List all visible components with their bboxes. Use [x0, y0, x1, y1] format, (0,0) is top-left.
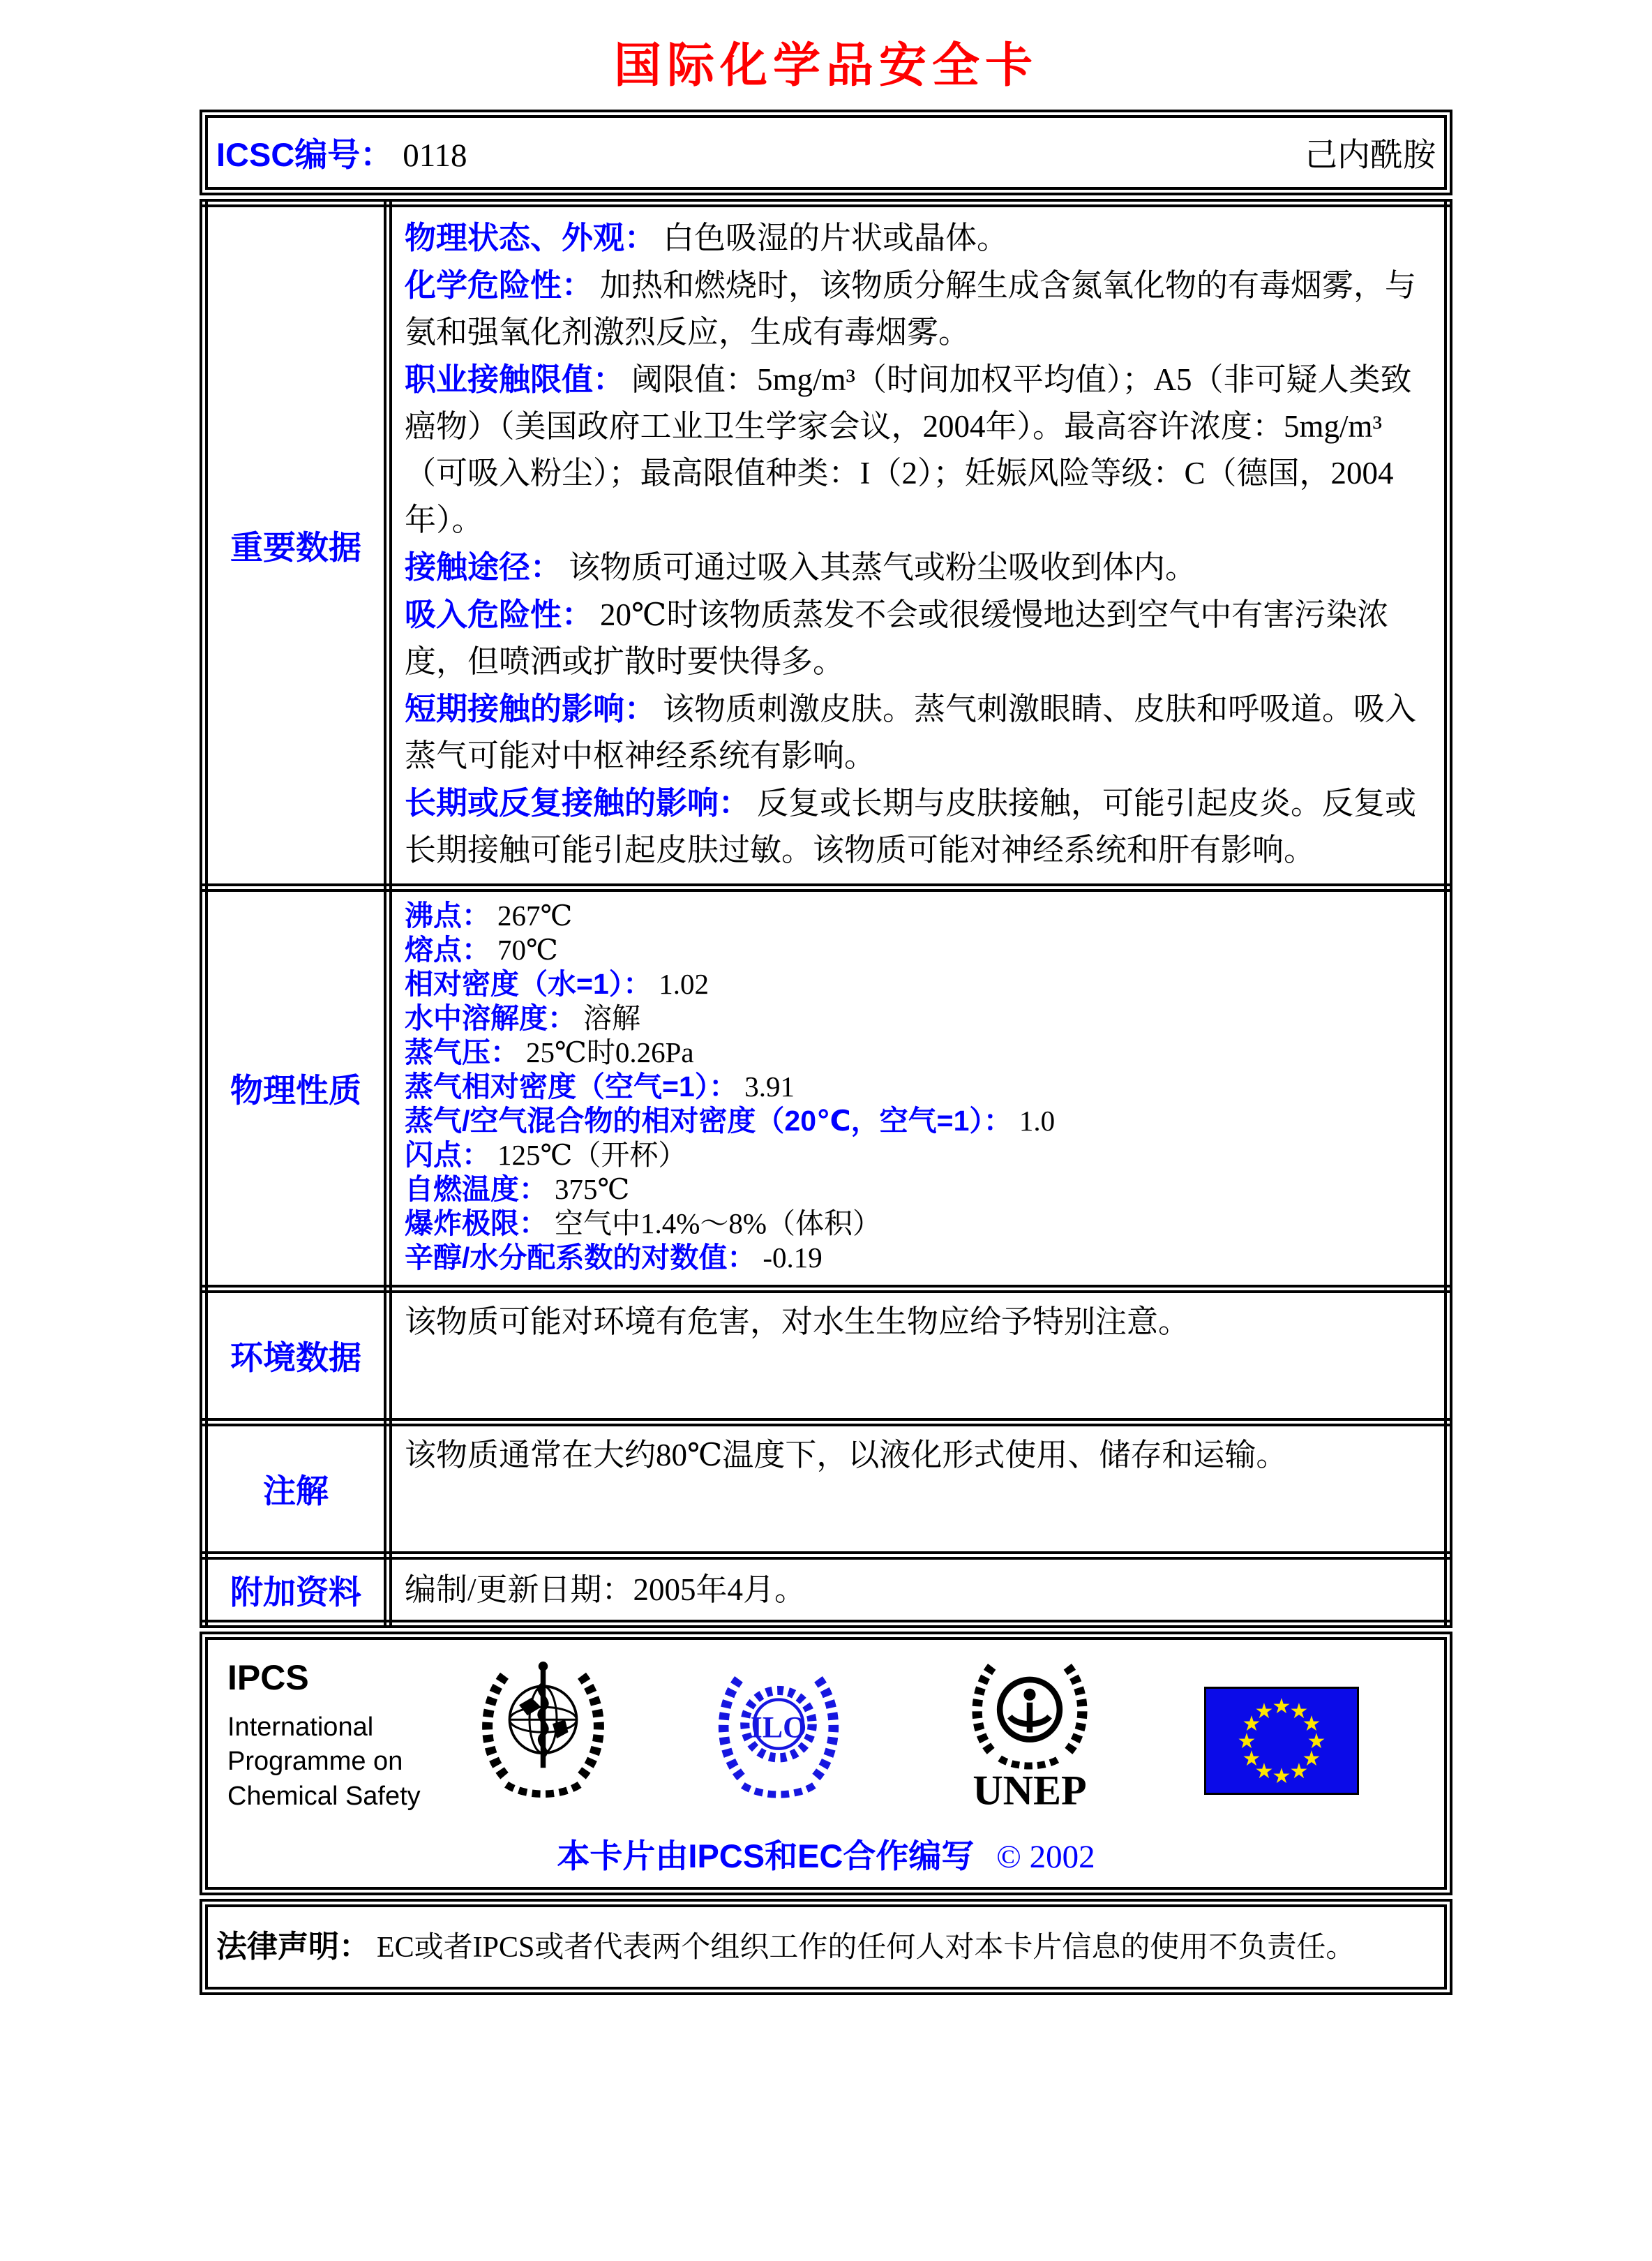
data-item-text: 该物质刺激皮肤。蒸气刺激眼睛、皮肤和呼吸道。吸入蒸气可能对中枢神经系统有影响。	[405, 692, 1417, 773]
environmental-data-text: 该物质可能对环境有危害，对水生生物应给予特别注意。	[405, 1304, 1190, 1339]
logos-row	[227, 1652, 1425, 1816]
legal-notice-label: 法律声明：	[216, 1930, 370, 1964]
legal-notice	[200, 1899, 1452, 1995]
important-data-content	[388, 203, 1448, 888]
data-item-text: 阈限值：5mg/m³（时间加权平均值）；A5（非可疑人类致癌物）（美国政府工业卫生学家会议，2004年）。最高容许浓度：5mg/m³（可吸入粉尘）；最高限值种类：I（2）；妊娠风险等级：C（德国，2004年）。	[405, 362, 1412, 537]
data-item	[405, 779, 1432, 874]
property-value: 3.91	[744, 1070, 795, 1103]
data-item	[405, 685, 1432, 779]
property-value: 1.02	[659, 968, 709, 1000]
data-item-label: 长期或反复接触的影响：	[405, 785, 751, 821]
property-value: 空气中1.4%～8%（体积）	[555, 1207, 882, 1239]
property-label: 蒸气/空气混合物的相对密度（20℃，空气=1）：	[405, 1105, 1012, 1137]
table-row-environmental-data	[204, 1289, 1448, 1422]
svg-text:★: ★	[1272, 1694, 1291, 1719]
notes-text: 该物质通常在大约80℃温度下，以液化形式使用、储存和运输。	[405, 1438, 1288, 1472]
property-value: 70℃	[497, 934, 558, 966]
property-label: 蒸气压：	[405, 1036, 519, 1068]
property-value: -0.19	[763, 1241, 823, 1274]
legal-notice-text: EC或者IPCS或者代表两个组织工作的任何人对本卡片信息的使用不负责任。	[377, 1932, 1356, 1964]
property-item	[405, 967, 1432, 1001]
chemical-name: 己内酰胺	[1305, 137, 1436, 174]
section-label-additional-info: 附加资料	[204, 1555, 388, 1624]
table-row-important-data	[204, 203, 1448, 888]
property-item	[405, 899, 1432, 933]
important-data-list	[405, 214, 1432, 874]
ipcs-line-3: Chemical Safety	[227, 1781, 421, 1811]
icsc-number-group	[216, 129, 467, 176]
page-title: 国际化学品安全卡	[613, 39, 1038, 92]
section-label-notes: 注解	[204, 1422, 388, 1555]
property-item	[405, 1036, 1432, 1070]
ilo-letters: ILO	[750, 1710, 807, 1745]
property-label: 沸点：	[405, 900, 490, 932]
property-label: 自燃温度：	[405, 1173, 548, 1205]
property-label: 水中溶解度：	[405, 1002, 576, 1034]
footer-logos-box	[200, 1632, 1452, 1895]
svg-text:★: ★	[1302, 1747, 1321, 1771]
property-item	[405, 1070, 1432, 1104]
table-row-notes	[204, 1422, 1448, 1555]
property-label: 爆炸极限：	[405, 1207, 548, 1239]
icsc-number-value: 0118	[403, 137, 467, 174]
data-item	[405, 544, 1432, 591]
icsc-number-label: ICSC编号：	[216, 136, 393, 173]
card-header	[200, 110, 1452, 195]
property-item	[405, 1104, 1432, 1138]
data-item-label: 短期接触的影响：	[405, 691, 656, 726]
svg-text:★: ★	[1254, 1699, 1274, 1724]
additional-info-content	[388, 1555, 1448, 1624]
property-value: 375℃	[555, 1173, 630, 1205]
data-item-label: 吸入危险性：	[405, 597, 594, 632]
property-item	[405, 1001, 1432, 1036]
property-item	[405, 1172, 1432, 1207]
property-item	[405, 1138, 1432, 1172]
svg-text:★: ★	[1237, 1729, 1256, 1754]
data-item-text: 20℃时该物质蒸发不会或很缓慢地达到空气中有害污染浓度，但喷洒或扩散时要快得多。	[405, 597, 1389, 679]
property-value: 267℃	[497, 900, 573, 932]
unep-letters: UNEP	[973, 1767, 1087, 1814]
data-item	[405, 262, 1432, 356]
section-label-important-data: 重要数据	[204, 203, 388, 888]
data-item	[405, 591, 1432, 685]
svg-text:★: ★	[1254, 1759, 1274, 1784]
svg-text:★: ★	[1272, 1764, 1291, 1789]
ipcs-line-2: Programme on	[227, 1747, 403, 1777]
svg-text:★: ★	[1302, 1712, 1321, 1736]
icsc-card	[200, 110, 1452, 1995]
unep-logo-icon	[960, 1652, 1099, 1816]
data-item-text: 加热和燃烧时，该物质分解生成含氮氧化物的有毒烟雾，与氨和强氧化剂激烈反应，生成有毒烟雾。	[405, 268, 1417, 350]
property-value: 25℃时0.26Pa	[526, 1036, 694, 1068]
physical-properties-list	[405, 899, 1432, 1275]
property-value: 溶解	[583, 1002, 640, 1034]
svg-text:★: ★	[1242, 1747, 1261, 1771]
ilo-logo-icon	[712, 1658, 845, 1812]
additional-info-text: 编制/更新日期：2005年4月。	[405, 1572, 806, 1607]
svg-text:★: ★	[1307, 1729, 1326, 1754]
section-label-physical-properties: 物理性质	[204, 888, 388, 1289]
notes-content	[388, 1422, 1448, 1555]
property-label: 熔点：	[405, 934, 490, 966]
ipcs-line-1: International	[227, 1712, 374, 1742]
data-item-label: 物理状态、外观：	[405, 220, 656, 255]
who-logo-icon	[475, 1658, 611, 1812]
physical-properties-content	[388, 888, 1448, 1289]
property-item	[405, 1241, 1432, 1275]
section-label-environmental-data: 环境数据	[204, 1289, 388, 1422]
data-item-label: 化学危险性：	[405, 267, 594, 303]
cooperation-caption-text: 本卡片由IPCS和EC合作编写	[557, 1837, 975, 1874]
svg-text:★: ★	[1242, 1712, 1261, 1736]
data-item-label: 职业接触限值：	[405, 361, 625, 397]
copyright-text: © 2002	[996, 1839, 1095, 1875]
property-item	[405, 1207, 1432, 1241]
data-item	[405, 214, 1432, 262]
property-label: 闪点：	[405, 1139, 490, 1171]
property-label: 辛醇/水分配系数的对数值：	[405, 1241, 756, 1274]
svg-text:★: ★	[1289, 1759, 1309, 1784]
property-item	[405, 933, 1432, 967]
property-value: 125℃（开杯）	[497, 1139, 687, 1171]
data-item-text: 白色吸湿的片状或晶体。	[663, 221, 1009, 255]
environmental-data-content	[388, 1289, 1448, 1422]
svg-text:★: ★	[1289, 1699, 1309, 1724]
ipcs-text-block	[227, 1655, 437, 1814]
table-row-physical-properties	[204, 888, 1448, 1289]
ipcs-acronym: IPCS	[227, 1657, 309, 1697]
data-table	[200, 199, 1452, 1628]
icsc-document-page	[0, 28, 1652, 1995]
property-label: 相对密度（水=1）：	[405, 968, 652, 1000]
cooperation-caption	[227, 1830, 1425, 1877]
property-label: 蒸气相对密度（空气=1）：	[405, 1070, 738, 1103]
data-item-text: 反复或长期与皮肤接触，可能引起皮炎。反复或长期接触可能引起皮肤过敏。该物质可能对神经系统和肝有影响。	[405, 786, 1417, 867]
data-item	[405, 356, 1432, 544]
table-row-additional-info	[204, 1555, 1448, 1624]
eu-flag-icon	[1204, 1687, 1359, 1795]
data-item-text: 该物质可通过吸入其蒸气或粉尘吸收到体内。	[569, 550, 1197, 585]
property-value: 1.0	[1019, 1105, 1056, 1137]
data-item-label: 接触途径：	[405, 549, 562, 585]
